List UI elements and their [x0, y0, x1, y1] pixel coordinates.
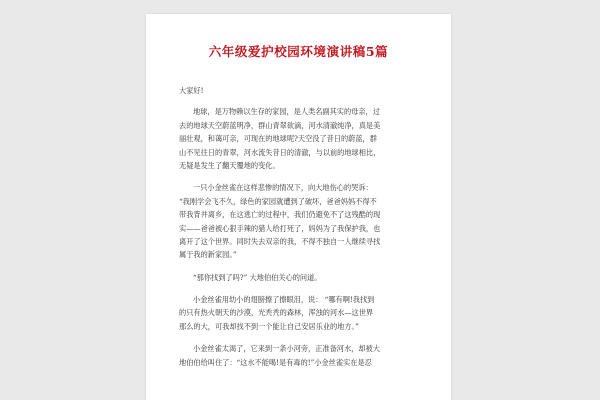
paragraph-3: [179, 271, 421, 284]
text-line: 实——爸爸被心狠手辣的猎人给打死了，妈妈为了我保护我，也: [179, 223, 381, 233]
text-line: 地球，是万物赖以生存的家园，是人类名副其实的母亲，过: [193, 107, 380, 117]
text-line: 丽壮观，和蔼可亲，可现在的地球呢?天空没了昔日的蔚蓝，群: [179, 134, 377, 144]
text-line: 地伯伯给叫住了：“这水不能喝!是有毒的!”小金丝雀实在是忍: [179, 357, 372, 367]
text-line: 的只有热火朝天的沙漠，光秃秃的森林，浑浊的河水—这世界: [179, 308, 374, 318]
text-line: “那你找到了吗?” 大地伯伯关心的问道。: [193, 272, 322, 282]
paragraph-4: [179, 293, 421, 333]
greeting-line: 大家好!: [179, 86, 204, 95]
text-line: 无疑是发生了翻天覆地的变化。: [179, 160, 280, 170]
document-body: [179, 84, 421, 369]
paragraph-1: [179, 105, 421, 172]
document-page: [146, 14, 451, 400]
text-line: 属于我的新家园。”: [179, 250, 237, 260]
paragraph-5: [179, 342, 421, 369]
text-line: 山不见往日的青翠，河水流失昔日的清澈，与以前的地球相比，: [179, 147, 381, 157]
text-line: 那么的大，可我却找不到一个能让自己安居乐业的地方。”: [179, 321, 359, 331]
document-title: 六年级爱护校园环境演讲稿5篇: [208, 44, 389, 59]
paragraph-2: [179, 181, 421, 261]
text-line: 一只小金丝雀在这样悲惨的情况下，向大地伤心的哭诉：: [193, 183, 373, 193]
text-line: 小金丝雀用幼小的翅膀擦了擦眼泪，说： “哪有啊!我找到: [193, 295, 375, 305]
text-line: 离开了这个世界。同时失去双亲的我，不得不独自一人继续寻找: [179, 236, 381, 246]
text-line: 去的地球天空蔚蓝明净，群山青翠欲滴，河水清澈纯净，真是美: [179, 120, 381, 130]
text-line: 小金丝雀太渴了，它来到一条小河旁，正准备河水，却被大: [193, 344, 380, 354]
text-line: “我刚学会飞不久，绿色的家园就遭到了破坏，爸爸妈妈不得不: [179, 196, 377, 206]
text-line: 带我背井离乡，在这逃亡的过程中，我们仍避免不了这残酷的现: [179, 210, 381, 220]
